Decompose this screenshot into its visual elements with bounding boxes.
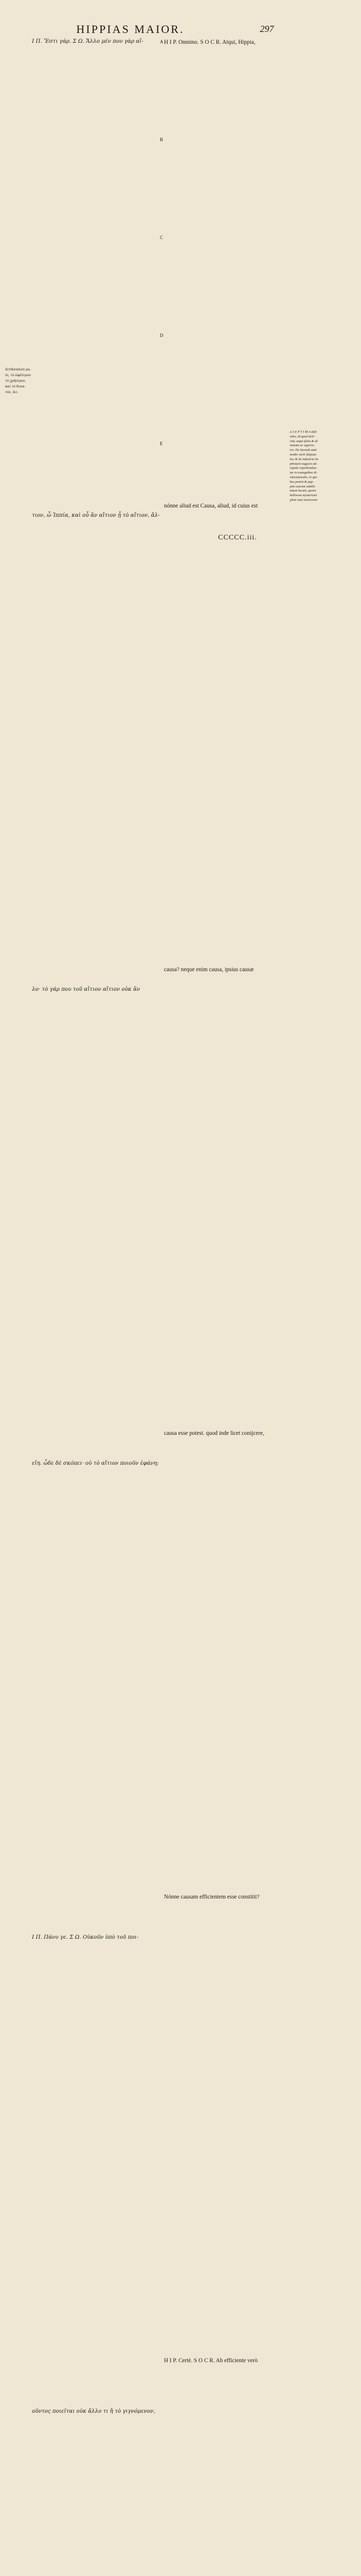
latin-line: causa? neque enim causa, ipsius causæ [164,967,254,973]
section-letter: D [160,333,163,338]
right-note-line: cipulæ reprehendun- [290,466,317,470]
latin-line: Nónne causam efficientem esse constitit? [164,1894,259,1900]
latin-line: causa esse potest. quod inde licet conijcere, [164,1430,265,1436]
left-note-line: καὶ τὸ δυνα- [5,385,26,388]
latin-line: H I P. Certè. S O C R. Ab efficiente verò [164,2358,258,2364]
greek-line: οῦντος ποιεῖται οὐκ ἄλλο τι ἢ τὸ γιγνόμενον, [32,2408,155,2414]
running-head: HIPPIAS MAIOR. [76,23,185,36]
greek-line: εἴη. ὧδε δὲ σκόπει· οὐ τὸ αἴτιον ποιοῦν ἐφάνη; [32,1460,159,1466]
right-note-line: tur in exanguibus di- [290,471,318,475]
latin-line: nónne aliud est Causa, aliud, id cuius est [164,503,258,509]
greek-line: τιον, ὦ Ἱππία, καὶ οὗ ἂν αἴτιον ᾖ τὸ αἴτιον, ἄλ- [32,512,160,518]
left-note-line: to, τὸ ὠφέλιμον [5,374,31,377]
right-note-line: pleni sunt nostrorum [290,498,318,502]
left-marginal-note [5,367,35,395]
left-note-line: Scribendum pu- [5,368,31,371]
right-note-line: res. De Iucundi autē [290,448,317,452]
right-note-line: bus protrā & pup- [290,480,314,484]
right-note-line: a S E P T I M A defi- [290,430,318,434]
latin-line: H I P. Omnino. S O C R. Atqui, Hippia, [164,39,256,45]
section-letter: B [160,137,163,142]
right-note-line: tur, & de industria So [290,457,319,461]
right-note-line: pim suarum subtili- [290,484,316,488]
right-note-line: minuta ac superio- [290,444,315,448]
section-letter: A [160,39,163,44]
left-note-line: τὸ χρήσιμον, [5,379,26,383]
right-note-line: stinctiunculis, in qui- [290,475,318,479]
page-number: 297 [260,24,274,34]
right-marginal-note [290,430,359,503]
right-note-line: bellorum mysteriorū [290,494,317,498]
greek-text-column [32,36,160,2414]
right-note-line: modis variè disputa- [290,452,317,456]
right-note-line: nitio, Id quod dele- [290,434,315,438]
right-note-line: phistarū nugaces de- [290,462,318,466]
greek-line: λο· τὸ γάρ που τοῦ αἴτιον αἴτιον οὐκ ἂν [32,986,140,992]
greek-line: Ι Π. Πάνυ γε. Σ Ω. Οὐκοῦν ὑπὸ τοῦ ποι- [32,1934,139,1940]
printer-signature: CCCCC.iii. [218,534,257,541]
section-letter: C [160,235,163,240]
right-note-line: ctat, æque falsa & di- [290,439,319,443]
right-note-line: tatum locant, quorū [290,489,316,493]
section-letter: E [160,441,163,446]
greek-line: Ι Π. Ἔστι γάρ. Σ Ω. Ἄλλο μέν που γὰρ αἴ- [32,38,143,44]
left-note-line: τὸν, &c. [5,391,19,394]
